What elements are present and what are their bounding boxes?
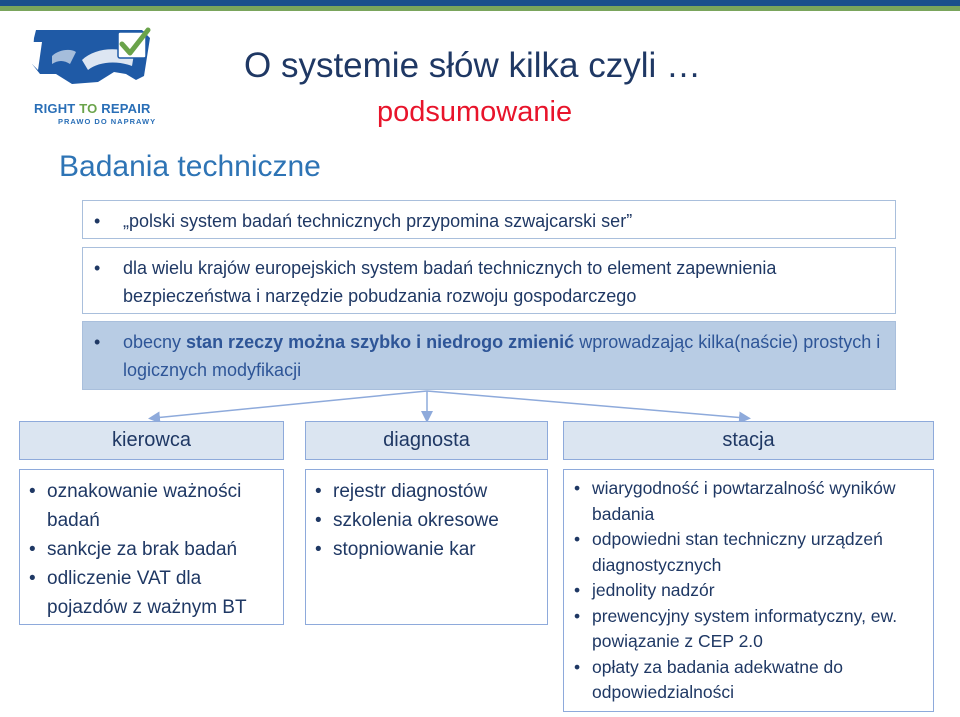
page-subtitle: podsumowanie	[377, 96, 573, 128]
list-item: • odliczenie VAT dla pojazdów z ważnym BT	[20, 564, 283, 622]
page-title: O systemie słów kilka czyli …	[244, 46, 702, 85]
list-item: • „polski system badań technicznych przypomina szwajcarski ser”	[83, 207, 895, 235]
arrow-to-kierowca	[154, 391, 427, 418]
column-list-stacja	[563, 469, 934, 712]
logo-subtitle: PRAWO DO NAPRAWY	[58, 117, 157, 126]
column-header-diagnosta: diagnosta	[305, 421, 548, 460]
list-item: • odpowiedni stan techniczny urządzeń diagnostycznych	[564, 527, 933, 578]
column-header-kierowca: kierowca	[19, 421, 284, 460]
list-item: • obecny stan rzeczy można szybko i niedrogo zmienić wprowadzając kilka(naście) prostych i logicznych modyfikacji	[83, 328, 895, 384]
section-heading: Badania techniczne	[59, 150, 321, 183]
list-item: • stopniowanie kar	[306, 535, 547, 564]
list-item: • opłaty za badania adekwatne do odpowiedzialności	[564, 655, 933, 706]
list-item: • dla wielu krajów europejskich system badań technicznych to element zapewnienia bezpieczeństwa i narzędzie pobudzania rozwoju gospodarczego	[83, 254, 895, 310]
column-list-kierowca	[19, 469, 284, 625]
list-item: • oznakowanie ważności badań	[20, 477, 283, 535]
column-header-stacja: stacja	[563, 421, 934, 460]
list-item: • prewencyjny system informatyczny, ew. powiązanie z CEP 2.0	[564, 604, 933, 655]
list-item: • szkolenia okresowe	[306, 506, 547, 535]
column-list-diagnosta	[305, 469, 548, 625]
list-item: • wiarygodność i powtarzalność wyników badania	[564, 476, 933, 527]
logo-title: RIGHT TO REPAIR	[34, 101, 151, 116]
list-item: • sankcje za brak badań	[20, 535, 283, 564]
arrow-to-stacja	[427, 391, 745, 418]
list-item: • rejestr diagnostów	[306, 477, 547, 506]
list-item: • jednolity nadzór	[564, 578, 933, 604]
